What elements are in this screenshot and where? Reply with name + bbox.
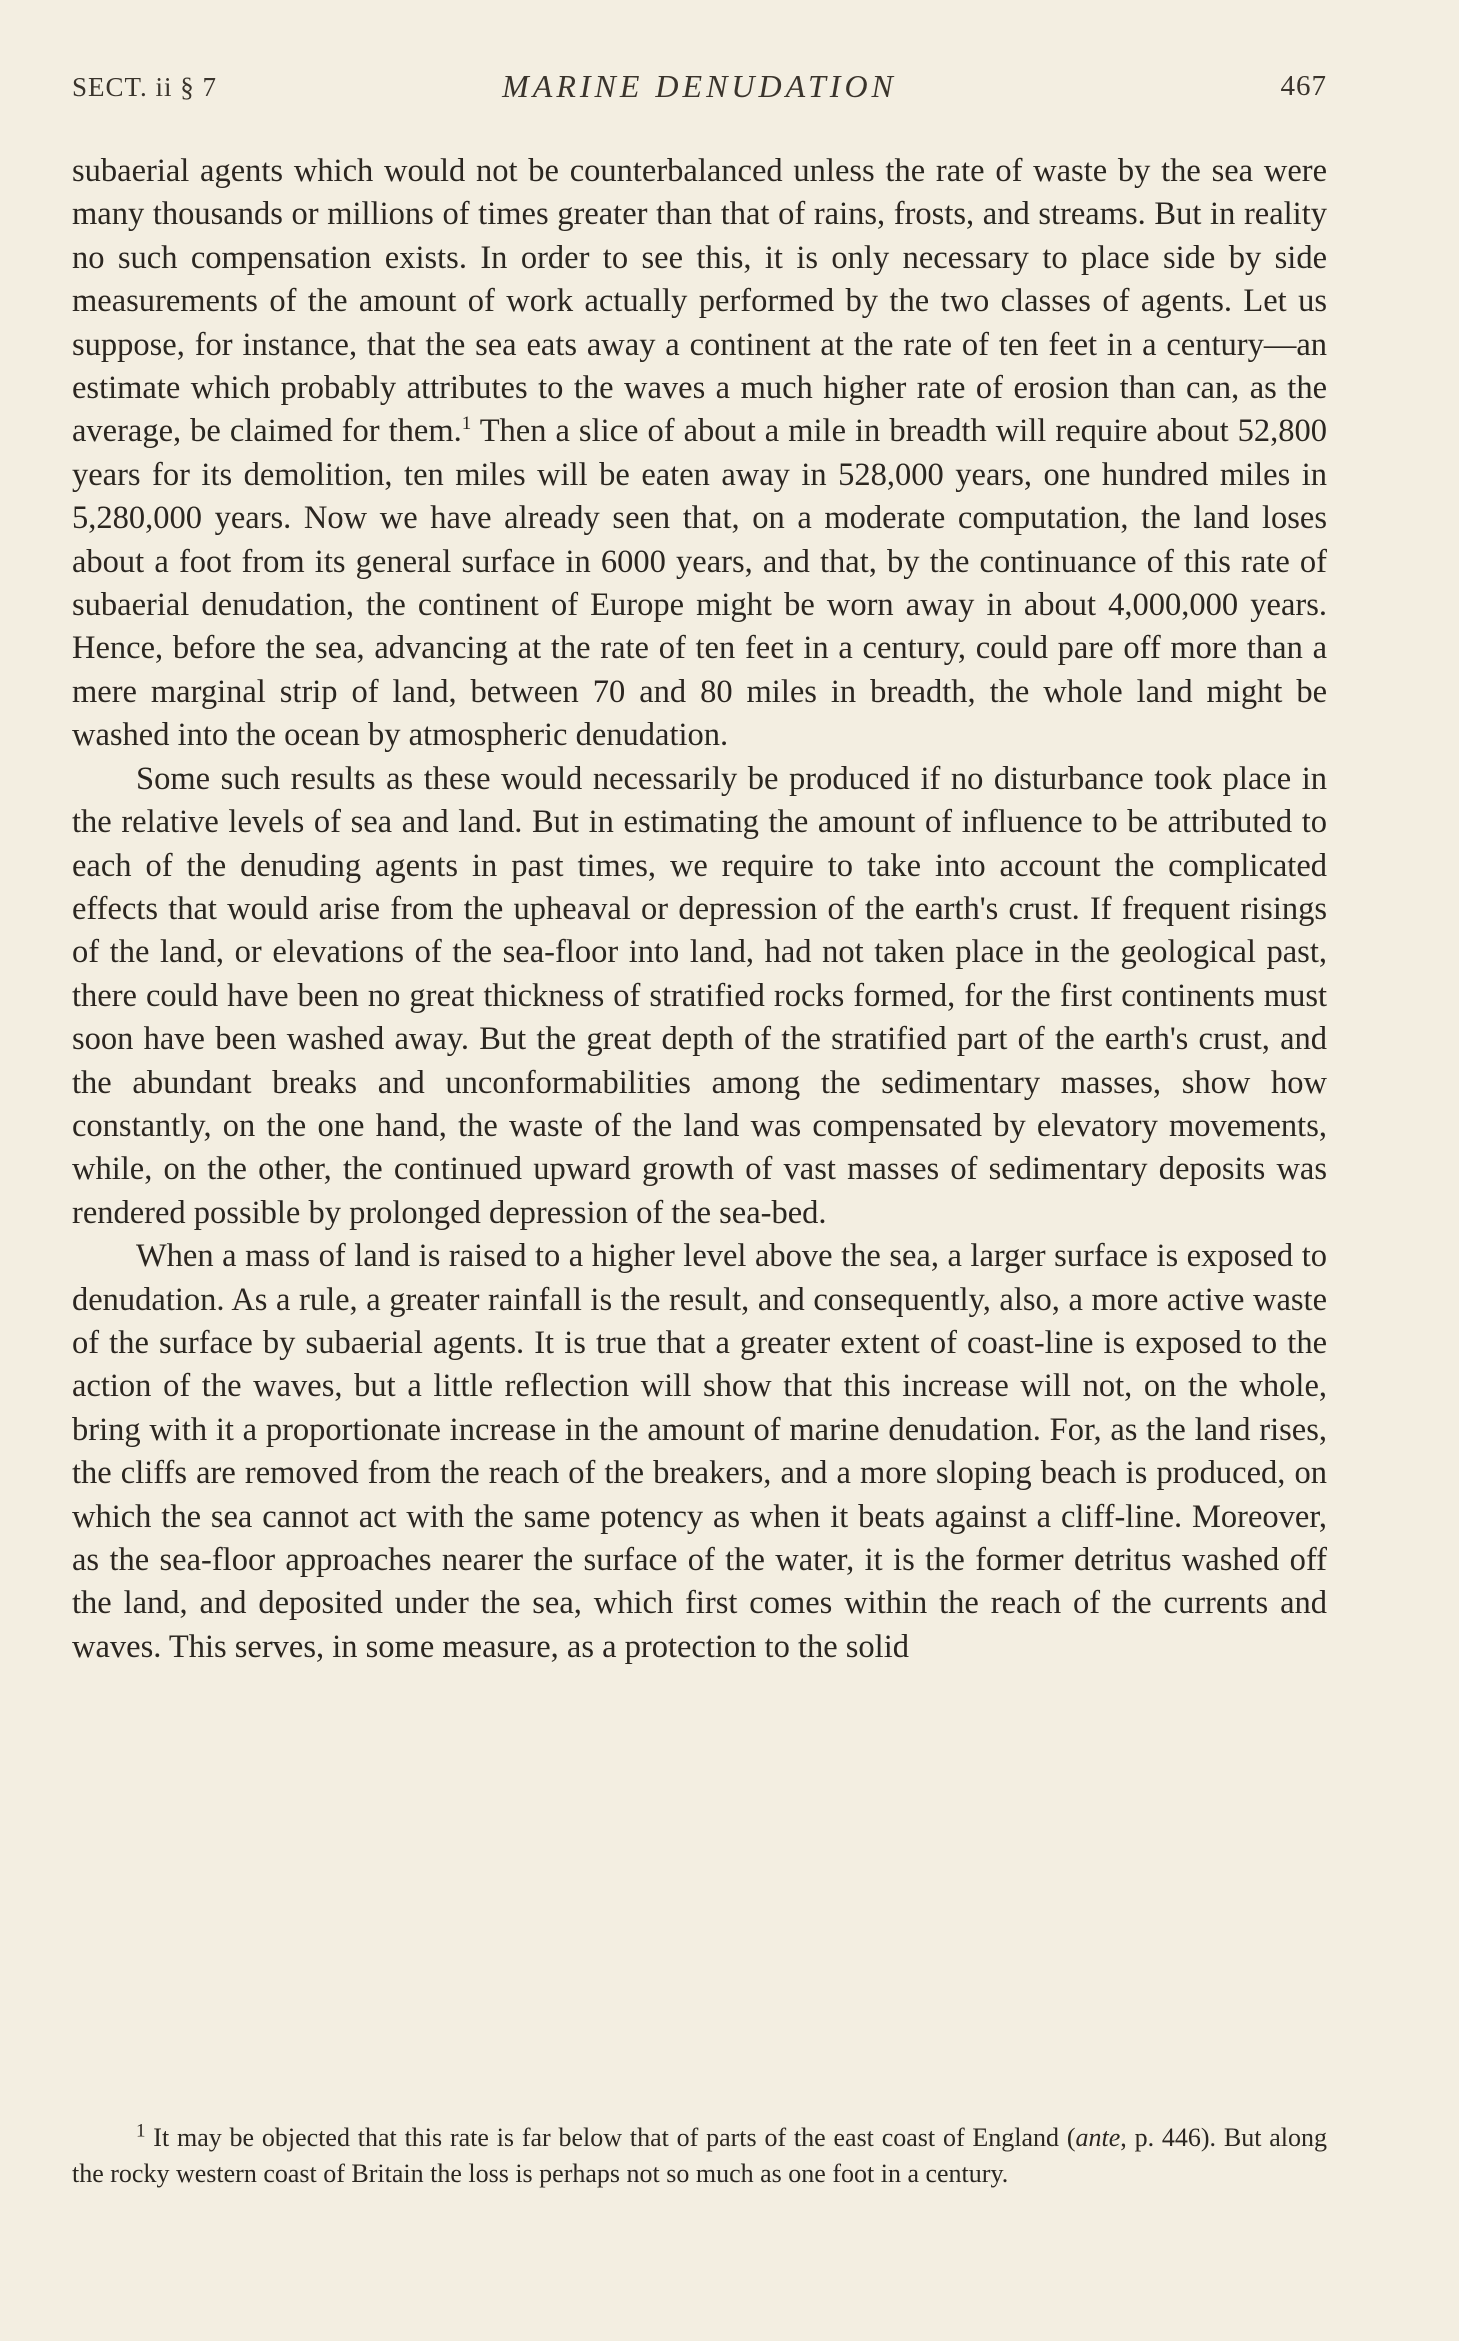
- paragraph-continued: [72, 150, 1327, 758]
- page-number: 467: [1280, 70, 1327, 102]
- footnote-text: It may be objected that this rate is far below that of parts of the east coast of England (: [145, 2123, 1076, 2152]
- footnote-text: , p. 446). But along the rocky western coast of Britain the loss is perhaps not so much as one foot in a century.: [72, 2123, 1327, 2188]
- paragraph-text: subaerial agents which would not be counterbalanced unless the rate of waste by the sea were many thousands or millions of times greater than that of rains, frosts, and streams. But in reality no such compensation exists. In order to see this, it is only necessary to place side by side measurements of the amount of work actually performed by the two classes of agents. Let us suppose, for instance, that the sea eats away a continent at the rate of ten feet in a century—an estimate which probably attributes to the waves a much higher rate of erosion than can, as the average, be claimed for them.: [72, 153, 1327, 450]
- running-head: [72, 68, 1327, 108]
- footnote: [72, 2120, 1327, 2192]
- paragraph: When a mass of land is raised to a higher level above the sea, a larger surface is exposed to denudation. As a rule, a greater rainfall is the result, and consequently, also, a more active waste of the surface by subaerial agents. It is true that a greater extent of coast-line is exposed to the action of the waves, but a little reflection will show that this increase will not, on the whole, bring with it a proportionate increase in the amount of marine denudation. For, as the land rises, the cliffs are removed from the reach of the breakers, and a more sloping beach is produced, on which the sea cannot act with the same potency as when it beats against a cliff-line. Moreover, as the sea-floor approaches nearer the surface of the water, it is the former detritus washed off the land, and deposited under the sea, which first comes within the reach of the currents and waves. This serves, in some measure, as a protection to the solid: [72, 1238, 1327, 1665]
- body-text: [72, 150, 1327, 1669]
- chapter-title: MARINE DENUDATION: [502, 68, 897, 104]
- section-reference: SECT. ii § 7: [72, 72, 218, 102]
- paragraph: Some such results as these would necessarily be produced if no disturbance took place in the relative levels of sea and land. But in estimating the amount of influence to be attributed to each of the denuding agents in past times, we require to take into account the complicated effects that would arise from the upheaval or depression of the earth's crust. If frequent risings of the land, or elevations of the sea-floor into land, had not taken place in the geological past, there could have been no great thickness of stratified rocks formed, for the first continents must soon have been washed away. But the great depth of the stratified part of the earth's crust, and the abundant breaks and unconformabilities among the sedimentary masses, show how constantly, on the one hand, the waste of the land was compensated by elevatory movements, while, on the other, the continued upward growth of vast masses of sedimentary deposits was rendered possible by prolonged depression of the sea-bed.: [72, 760, 1327, 1231]
- footnote-italic-ref: ante: [1075, 2123, 1121, 2152]
- footnote-reference: 1: [461, 413, 472, 435]
- paragraph-text: Then a slice of about a mile in breadth will require about 52,800 years for its demolition, ten miles will be eaten away in 528,000 years, one hundred miles in 5,280,000 years. Now we have already seen that, on a moderate computation, the land loses about a foot from its general surface in 6000 years, and that, by the continuance of this rate of subaerial denudation, the continent of Europe might be worn away in about 4,000,000 years. Hence, before the sea, advancing at the rate of ten feet in a century, could pare off more than a mere marginal strip of land, between 70 and 80 miles in breadth, the whole land might be washed into the ocean by atmospheric denudation.: [72, 413, 1327, 754]
- footnotes: [72, 2120, 1327, 2192]
- footnote-marker: 1: [136, 2120, 146, 2142]
